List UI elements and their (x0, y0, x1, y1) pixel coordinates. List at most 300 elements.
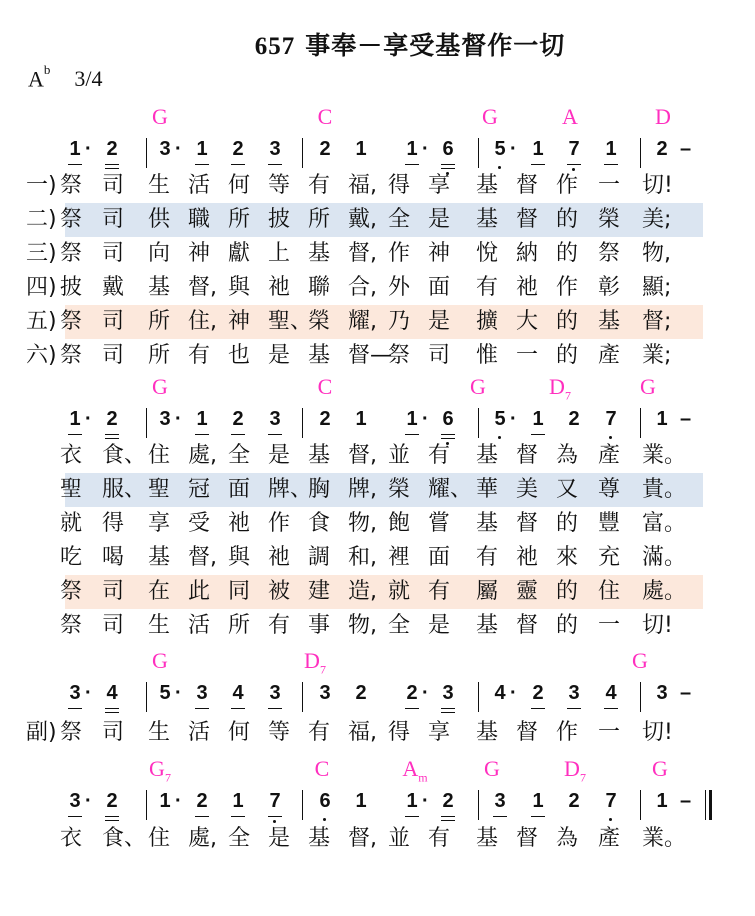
lyric-char: 來 (556, 545, 579, 570)
lyric-char: 活 (188, 613, 211, 638)
chord-name: G (470, 374, 486, 399)
chord-name: G (640, 374, 656, 399)
note-digit: 7 (269, 790, 281, 812)
note-digit: 2 (532, 682, 544, 704)
lyric-line (0, 541, 755, 575)
note-digit: 4 (232, 682, 244, 704)
lyric-char: 福, (348, 173, 377, 198)
underline (68, 164, 82, 165)
underline (195, 816, 209, 817)
lyric-char: 並 (388, 443, 411, 468)
chord-symbol (318, 104, 333, 130)
note-digit: 2 (232, 138, 244, 160)
lyric-char: 神 (428, 241, 451, 266)
lyric-char: 供 (148, 207, 171, 232)
underline (231, 164, 245, 165)
chord-symbol (640, 374, 656, 400)
note-digit: 2 (319, 408, 331, 430)
underline (268, 434, 282, 435)
note-digit: 4 (494, 682, 506, 704)
underline (105, 434, 119, 435)
lyric-char: 享 (428, 173, 451, 198)
chord-symbol (152, 104, 168, 130)
note-digit: 5 (159, 682, 171, 704)
lyric-char: 祭 (60, 720, 83, 745)
lyric-char: 胸 (308, 477, 331, 502)
lyric-char: 司 (102, 241, 125, 266)
lyric-char: 的 (556, 241, 579, 266)
underline (405, 434, 419, 435)
lyric-char: 基 (148, 545, 171, 570)
lyric-char: 享 (148, 511, 171, 536)
lyric-char: 榮 (308, 309, 331, 334)
lyric-char: 產 (598, 443, 621, 468)
lyric-line (0, 716, 755, 750)
lyric-char: 基 (308, 343, 331, 368)
lyric-char: 嘗 (428, 511, 451, 536)
augmentation-dot: · (175, 790, 182, 812)
note (354, 682, 368, 720)
augmentation-dot: · (85, 138, 92, 160)
lyric-char: 一 (598, 173, 621, 198)
note-digit: 3 (269, 138, 281, 160)
lyric-char: 被 (268, 579, 291, 604)
bar-line (146, 790, 147, 820)
note-digit: 1 (355, 138, 367, 160)
lyric-char: 生 (148, 613, 171, 638)
lyric-char: 食、 (102, 443, 147, 468)
lyric-char: 活 (188, 720, 211, 745)
lyric-char: 作 (268, 511, 291, 536)
lyric-char: 所 (148, 343, 171, 368)
bar-line (302, 138, 303, 168)
lyric-char: 所 (228, 207, 251, 232)
note-digit: 3 (269, 682, 281, 704)
chord-name: D (304, 648, 320, 673)
note (105, 682, 119, 720)
lyric-char: 祭 (598, 241, 621, 266)
note-digit: 6 (319, 790, 331, 812)
lyric-char: 在 (148, 579, 171, 604)
lyric-line (0, 203, 755, 237)
lyric-char: 神 (188, 241, 211, 266)
lyric-char: 尊 (598, 477, 621, 502)
lyric-char: 外 (388, 275, 411, 300)
lyric-char: 督; (642, 309, 672, 334)
note-digit: 4 (605, 682, 617, 704)
chord-symbol (152, 648, 168, 674)
note-digit: 2 (232, 408, 244, 430)
underline (68, 708, 82, 709)
lyric-char: 華 (476, 477, 499, 502)
underline-double (441, 712, 455, 713)
lyric-char: 是 (268, 826, 291, 851)
underline (531, 434, 545, 435)
lyric-char: 何 (228, 173, 251, 198)
note (158, 682, 182, 720)
lyric-char: 為 (556, 443, 579, 468)
bar-line (640, 790, 641, 820)
note-digit: 3 (269, 408, 281, 430)
note-digit: 2 (355, 682, 367, 704)
lyric-line (0, 507, 755, 541)
chord-symbol (149, 756, 171, 785)
chord-name: D (655, 104, 671, 129)
lyric-char: 耀、 (428, 477, 473, 502)
note-digit: 1 (605, 138, 617, 160)
underline (567, 164, 581, 165)
bar-line (478, 790, 479, 820)
lyric-char: 是 (268, 343, 291, 368)
lyric-line (0, 237, 755, 271)
lyric-char: 基 (476, 443, 499, 468)
verse-label: 副) (26, 720, 57, 745)
note-digit: 1 (355, 790, 367, 812)
underline (441, 434, 455, 435)
chord-symbol (315, 756, 330, 782)
lyric-char: 裡 (388, 545, 411, 570)
lyric-char: 衣 (60, 443, 83, 468)
underline (604, 164, 618, 165)
lyric-char: 作 (556, 275, 579, 300)
augmentation-dot: · (510, 408, 517, 430)
chord-symbol (318, 374, 333, 400)
lyric-char: 司 (102, 579, 125, 604)
bar-line (478, 408, 479, 438)
verse-label: 六) (26, 343, 57, 368)
lyric-char: 司 (102, 720, 125, 745)
lyric-char: 督 (516, 613, 539, 638)
lyric-char: 全 (228, 443, 251, 468)
lyric-char: 祭 (60, 343, 83, 368)
lyric-char: 有 (188, 343, 211, 368)
note-digit: 1 (406, 790, 418, 812)
note-digit: 7 (605, 790, 617, 812)
note (405, 682, 429, 720)
bar-line (146, 138, 147, 168)
note-digit: 3 (568, 682, 580, 704)
lyric-char: 基 (598, 309, 621, 334)
lyric-char: 物, (348, 511, 377, 536)
lyric-char: 何 (228, 720, 251, 745)
note (655, 682, 669, 720)
hold-dash: – (680, 408, 692, 430)
underline (268, 164, 282, 165)
chord-subscript: 7 (319, 662, 326, 677)
lyric-char: 有 (428, 579, 451, 604)
lyric-char: 造, (348, 579, 377, 604)
lyric-char: 獻 (228, 241, 251, 266)
chord-symbol (562, 104, 578, 130)
lyric-char: 有 (308, 173, 331, 198)
lyric-char: 和, (348, 545, 377, 570)
lyric-char: 祂 (516, 545, 539, 570)
lyric-char: 冠 (188, 477, 211, 502)
note-digit: 1 (69, 138, 81, 160)
lyric-char: 為 (556, 826, 579, 851)
chord-symbol (484, 756, 500, 782)
lyric-char: 彰 (598, 275, 621, 300)
underline (68, 816, 82, 817)
key-signature (28, 62, 103, 92)
final-bar-thick (709, 790, 712, 820)
note-digit: 1 (656, 790, 668, 812)
augmentation-dot: · (422, 790, 429, 812)
verse-label: 二) (26, 207, 57, 232)
underline (531, 708, 545, 709)
chord-symbol (652, 756, 668, 782)
lyric-char: 戴 (102, 275, 125, 300)
lyric-line (0, 575, 755, 609)
lyric-char: 有 (476, 545, 499, 570)
lyric-char: 此 (188, 579, 211, 604)
augmentation-dot: · (422, 682, 429, 704)
chord-symbol (152, 374, 168, 400)
augmentation-dot: · (85, 790, 92, 812)
lyric-char: 產 (598, 826, 621, 851)
lyric-char: 是 (428, 207, 451, 232)
note (604, 682, 618, 720)
lyric-char: 住 (598, 579, 621, 604)
note-digit: 1 (355, 408, 367, 430)
lyric-char: 聖、 (268, 309, 313, 334)
lyric-char: 面 (428, 275, 451, 300)
lyric-line (0, 439, 755, 473)
note-digit: 3 (656, 682, 668, 704)
lyric-char: 基 (308, 443, 331, 468)
note-digit: 2 (406, 682, 418, 704)
chord-symbol (632, 648, 648, 674)
lyric-char: 住 (148, 443, 171, 468)
lyric-char: 督, (348, 443, 377, 468)
verse-label: 四) (26, 275, 57, 300)
augmentation-dot: · (175, 408, 182, 430)
lyric-char: 所 (148, 309, 171, 334)
lyric-char: 督 (516, 173, 539, 198)
lyric-char: 祭 (388, 343, 411, 368)
key-note: A (28, 66, 44, 92)
lyric-char: 祂 (268, 275, 291, 300)
lyric-char: 處, (188, 826, 217, 851)
hymn-title-text: 事奉－享受基督作一切 (305, 31, 566, 60)
hold-dash: – (680, 790, 692, 812)
chord-name: G (149, 756, 165, 781)
lyric-char: 處。 (642, 579, 687, 604)
chord-symbol (482, 104, 498, 130)
augmentation-dot: · (175, 138, 182, 160)
note (195, 682, 209, 720)
chord-symbol (564, 756, 586, 785)
lyric-char: 生 (148, 173, 171, 198)
lyric-char: 受 (188, 511, 211, 536)
lyric-char: 祭 (60, 613, 83, 638)
note-digit: 2 (656, 138, 668, 160)
underline (441, 164, 455, 165)
lyric-char: 喝 (102, 545, 125, 570)
lyric-char: 屬 (476, 579, 499, 604)
lyric-char: 披 (268, 207, 291, 232)
note-digit: 2 (196, 790, 208, 812)
lyric-char: 住 (148, 826, 171, 851)
lyric-char: 全 (388, 207, 411, 232)
underline-double (105, 820, 119, 821)
bar-line (640, 408, 641, 438)
underline (604, 708, 618, 709)
underline (441, 816, 455, 817)
lyric-char: 督, (188, 275, 217, 300)
note (268, 682, 282, 720)
underline (195, 164, 209, 165)
chord-name: A (402, 756, 419, 781)
bar-line (640, 138, 641, 168)
lyric-char: 基 (476, 720, 499, 745)
note-digit: 1 (69, 408, 81, 430)
augmentation-dot: · (85, 408, 92, 430)
bar-line (302, 790, 303, 820)
note-digit: 2 (106, 138, 118, 160)
underline-double (441, 820, 455, 821)
chord-name: G (632, 648, 648, 673)
lyric-char: 督, (188, 545, 217, 570)
underline (105, 708, 119, 709)
lyric-char: 的 (556, 579, 579, 604)
note (567, 682, 581, 720)
lyric-char: 食、 (102, 826, 147, 851)
chord-name: D (564, 756, 580, 781)
lyric-char: 聖 (60, 477, 83, 502)
lyric-char: 美 (516, 477, 539, 502)
note-digit: 1 (406, 138, 418, 160)
lyric-char: 基 (476, 613, 499, 638)
lyric-char: 的 (556, 343, 579, 368)
lyric-char: 顯; (642, 275, 672, 300)
hymn-number: 657 (254, 33, 296, 60)
key-accidental: b (43, 62, 51, 77)
lyric-char: 有 (428, 443, 451, 468)
note-digit: 1 (232, 790, 244, 812)
lyric-char: 司 (102, 309, 125, 334)
note (318, 682, 332, 720)
lyric-char: 督— (348, 343, 393, 368)
lyric-char: 督 (516, 443, 539, 468)
verse-label: 五) (26, 309, 57, 334)
lyric-char: 祂 (268, 545, 291, 570)
lyric-char: 並 (388, 826, 411, 851)
lyric-char: 貴。 (642, 477, 687, 502)
lyric-line (0, 169, 755, 203)
note-digit: 2 (106, 408, 118, 430)
chord-name: C (314, 756, 330, 781)
note-digit: 3 (69, 682, 81, 704)
lyric-char: 司 (102, 207, 125, 232)
lyric-char: 司 (102, 173, 125, 198)
lyric-char: 切! (642, 173, 673, 198)
lyric-char: 基 (476, 173, 499, 198)
augmentation-dot: · (422, 138, 429, 160)
note-digit: 1 (532, 790, 544, 812)
lyric-char: 生 (148, 720, 171, 745)
final-bar-thin (705, 790, 706, 820)
lyric-char: 一 (598, 613, 621, 638)
augmentation-dot: · (510, 138, 517, 160)
underline (567, 708, 581, 709)
lyric-char: 一 (516, 343, 539, 368)
chord-subscript: 7 (564, 388, 571, 403)
note-digit: 3 (159, 408, 171, 430)
note-digit: 3 (159, 138, 171, 160)
chord-name: D (549, 374, 565, 399)
lyric-char: 祭 (60, 173, 83, 198)
lyric-char: 業。 (642, 826, 687, 851)
chord-name: G (152, 648, 168, 673)
augmentation-dot: · (422, 408, 429, 430)
lyric-char: 建 (308, 579, 331, 604)
lyric-char: 事 (308, 613, 331, 638)
lyric-char: 納 (516, 241, 539, 266)
lyric-char: 督, (348, 241, 377, 266)
lyric-line (0, 305, 755, 339)
lyric-char: 神 (228, 309, 251, 334)
augmentation-dot: · (85, 682, 92, 704)
lyric-char: 司 (102, 613, 125, 638)
lyric-char: 切! (642, 613, 673, 638)
chord-subscript: 7 (164, 770, 171, 785)
note-digit: 1 (656, 408, 668, 430)
lyric-char: 活 (188, 173, 211, 198)
lyric-char: 福, (348, 720, 377, 745)
hymn-title (0, 26, 755, 62)
lyric-char: 有 (308, 720, 331, 745)
lyric-char: 切! (642, 720, 673, 745)
lyric-char: 是 (428, 309, 451, 334)
lyric-char: 是 (428, 613, 451, 638)
chord-symbol (549, 374, 571, 403)
lyric-char: 耀, (348, 309, 377, 334)
lyric-char: 面 (228, 477, 251, 502)
underline (531, 816, 545, 817)
chord-name: G (652, 756, 668, 781)
lyric-char: 與 (228, 545, 251, 570)
lyric-line (0, 271, 755, 305)
lyric-char: 作 (556, 173, 579, 198)
note-digit: 2 (319, 138, 331, 160)
lyric-char: 等 (268, 720, 291, 745)
note-digit: 1 (406, 408, 418, 430)
lyric-char: 祭 (60, 207, 83, 232)
note (68, 682, 92, 720)
lyric-char: 披 (60, 275, 83, 300)
note-digit: 2 (106, 790, 118, 812)
lyric-char: 基 (476, 207, 499, 232)
note-digit: 3 (442, 682, 454, 704)
lyric-char: 祭 (60, 579, 83, 604)
lyric-char: 祂 (516, 275, 539, 300)
lyric-char: 的 (556, 511, 579, 536)
underline (195, 708, 209, 709)
lyric-char: 面 (428, 545, 451, 570)
lyric-char: 的 (556, 613, 579, 638)
chord-subscript: 7 (579, 770, 586, 785)
lyric-char: 督 (516, 207, 539, 232)
low-octave-dot (323, 818, 326, 821)
lyric-char: 督 (516, 720, 539, 745)
lyric-char: 又 (556, 477, 579, 502)
lyric-char: 得 (388, 173, 411, 198)
chord-name: C (317, 104, 333, 129)
note-digit: 1 (196, 408, 208, 430)
chord-symbol (655, 104, 671, 130)
lyric-char: 充 (598, 545, 621, 570)
